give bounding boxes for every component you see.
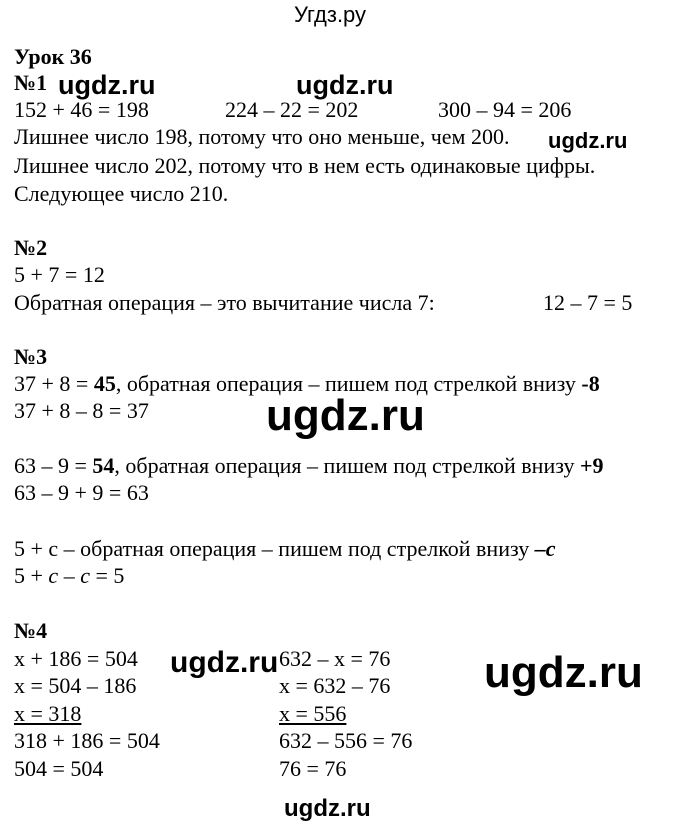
task-1-expr-1: 152 + 46 = 198 [14, 97, 149, 122]
c-var-1: c [48, 563, 59, 588]
b-post: , обратная операция – пишем под стрелкой внизу [114, 453, 580, 478]
c-check-2: – [58, 563, 81, 588]
a-answer: 45 [93, 371, 116, 396]
task-2-line: Обратная операция – это вычитание числа 7: [14, 290, 435, 315]
task-4-number: №4 [14, 618, 48, 643]
task-3-line-c [14, 536, 555, 562]
task-1-expr-3: 300 – 94 = 206 [438, 97, 572, 122]
a-op: -8 [581, 371, 600, 396]
b-op: +9 [579, 453, 604, 478]
task-3-line-b [14, 453, 604, 479]
task-4-left-1: x + 186 = 504 [14, 646, 138, 671]
task-4-left-2: x = 504 – 186 [14, 673, 137, 698]
a-post: , обратная операция – пишем под стрелкой внизу [115, 371, 582, 396]
task-4-right-4: 632 – 556 = 76 [279, 728, 413, 753]
c-var-2: c [80, 563, 90, 588]
task-2-result: 12 – 7 = 5 [543, 290, 633, 315]
c-check-1: 5 + [14, 563, 49, 588]
task-4-right-3: x = 556 [279, 701, 347, 726]
task-4-left-3: x = 318 [14, 701, 82, 726]
watermark: ugdz.ru [484, 648, 643, 697]
task-1-number: №1 [14, 70, 48, 95]
task-4-left-5: 504 = 504 [14, 756, 104, 781]
task-3-number: №3 [14, 344, 48, 369]
b-answer: 54 [92, 453, 115, 478]
task-1-expr-2: 224 – 22 = 202 [225, 97, 359, 122]
task-4-right-2: x = 632 – 76 [279, 673, 391, 698]
watermark: ugdz.ru [296, 70, 394, 100]
lesson-title: Урок 36 [14, 44, 92, 69]
task-3-check-b: 63 – 9 + 9 = 63 [14, 480, 149, 505]
watermark: ugdz.ru [266, 391, 425, 440]
task-4-right-1: 632 – x = 76 [279, 646, 391, 671]
watermark: ugdz.ru [284, 795, 371, 822]
watermark: ugdz.ru [58, 70, 156, 100]
task-1-line-2: Лишнее число 202, потому что в нем есть одинаковые цифры. [14, 153, 596, 178]
task-3-check-a: 37 + 8 – 8 = 37 [14, 398, 149, 423]
site-title[interactable]: Угдз.ру [294, 2, 367, 27]
task-1-line-3: Следующее число 210. [14, 181, 229, 206]
task-3-check-c [14, 563, 124, 589]
task-2-number: №2 [14, 235, 48, 260]
watermark: ugdz.ru [548, 128, 628, 153]
task-4-right-5: 76 = 76 [279, 756, 347, 781]
task-4-left-4: 318 + 186 = 504 [14, 728, 160, 753]
c-line: 5 + с – обратная операция – пишем под стрелкой внизу [14, 536, 535, 561]
c-op: –c [534, 536, 556, 561]
a-pre: 37 + 8 = [14, 371, 94, 396]
watermark: ugdz.ru [170, 646, 279, 679]
task-1-line-1: Лишнее число 198, потому что оно меньше, чем 200. [14, 124, 510, 149]
c-check-3: = 5 [89, 563, 125, 588]
b-pre: 63 – 9 = [14, 453, 93, 478]
task-2-expr: 5 + 7 = 12 [14, 262, 105, 287]
